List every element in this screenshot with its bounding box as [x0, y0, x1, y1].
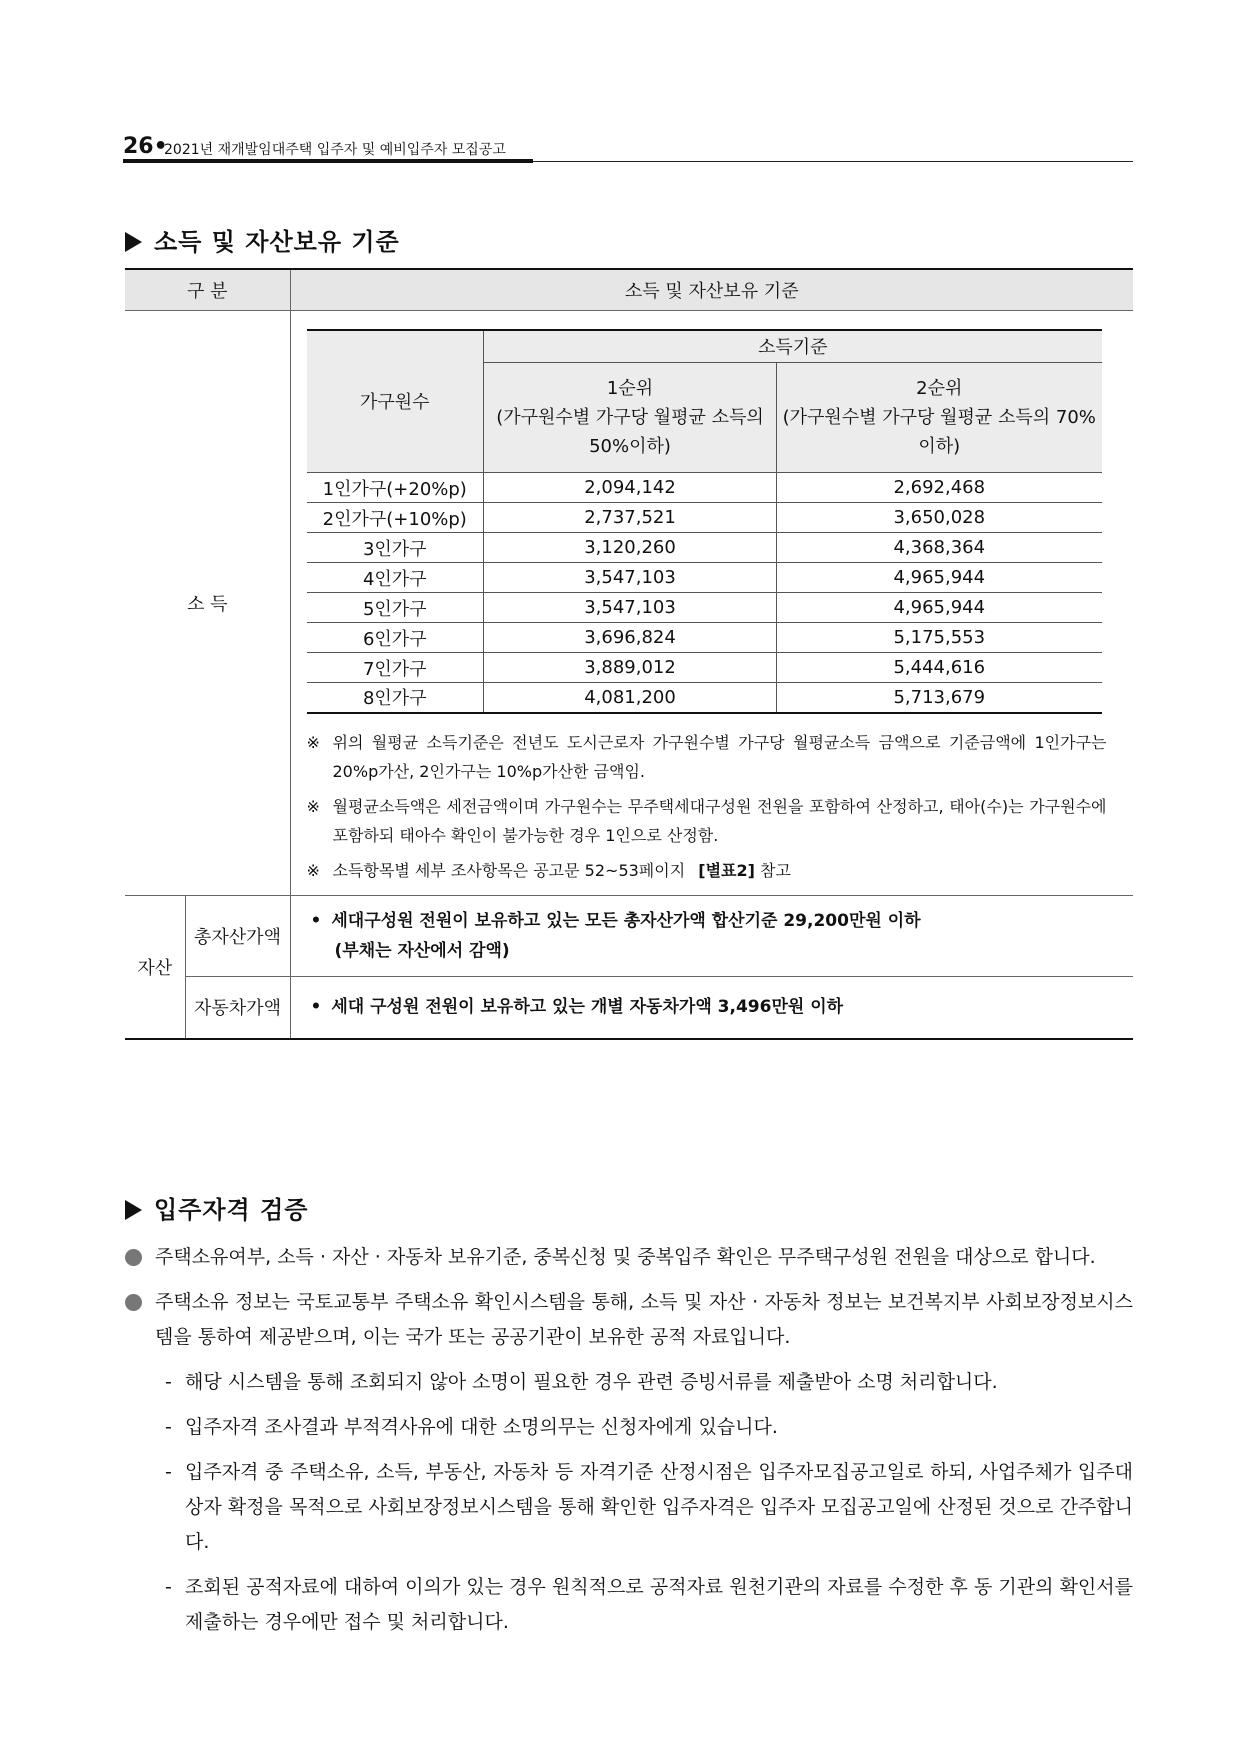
cell-household: 4인가구 — [307, 563, 484, 593]
cell-rank2: 4,368,364 — [777, 533, 1102, 563]
cell-household: 3인가구 — [307, 533, 484, 563]
note-item: ※ 소득항목별 세부 조사항목은 공고문 52~53페이지 [별표2] 참고 — [306, 860, 791, 880]
total-asset-label: 총자산가액 — [185, 895, 290, 976]
cell-rank2: 3,650,028 — [777, 503, 1102, 533]
cell-rank1: 3,889,012 — [484, 653, 777, 683]
income-content — [290, 310, 1133, 895]
col-rank2: 2순위 (가구원수별 가구당 월평균 소득의 70%이하) — [777, 363, 1102, 473]
cell-rank2: 5,444,616 — [777, 653, 1102, 683]
sub-list-item: - 해당 시스템을 통해 조회되지 않아 소명이 필요한 경우 관련 증빙서류를 제출받아 소명 처리합니다. — [165, 1371, 998, 1393]
cell-rank1: 3,547,103 — [484, 563, 777, 593]
income-notes — [307, 728, 1107, 885]
cell-rank2: 2,692,468 — [777, 473, 1102, 503]
triangle-bullet-icon — [125, 232, 142, 252]
income-label: 소 득 — [125, 310, 290, 895]
asset-label: 자산 — [125, 895, 185, 1039]
document-title: 2021년 재개발임대주택 입주자 및 예비입주자 모집공고 — [164, 142, 506, 158]
cell-rank1: 3,120,260 — [484, 533, 777, 563]
cell-rank1: 3,547,103 — [484, 593, 777, 623]
verification-content — [125, 1240, 1133, 1650]
page-number: 26• — [123, 134, 168, 159]
page-header — [123, 134, 1133, 164]
header-rule-thick — [123, 159, 533, 163]
header-criteria: 소득 및 자산보유 기준 — [290, 269, 1133, 310]
cell-household: 6인가구 — [307, 623, 484, 653]
income-row — [125, 310, 1133, 895]
cell-rank2: 4,965,944 — [777, 563, 1102, 593]
header-category: 구 분 — [125, 269, 290, 310]
note-item: ※ 월평균소득액은 세전금액이며 가구원수는 무주택세대구성원 전원을 포함하여 산정하고, 태아(수)는 가구원수에 포함하되 태아수 확인이 불가능한 경우 1인으로 산정함. — [306, 796, 1107, 845]
income-asset-table — [125, 268, 1133, 1040]
table-row — [307, 473, 1102, 503]
section-title-verification: 입주자격 검증 — [125, 1190, 308, 1225]
cell-household: 2인가구(+10%p) — [307, 503, 484, 533]
car-asset-row — [125, 976, 1133, 1039]
note-item: ※ 위의 월평균 소득기준은 전년도 도시근로자 가구원수별 가구당 월평균소득 금액으로 기준금액에 1인가구는 20%p가산, 2인가구는 10%p가산한 금액임. — [306, 732, 1107, 781]
cell-rank2: 5,713,679 — [777, 683, 1102, 713]
col-rank1: 1순위 (가구원수별 가구당 월평균 소득의 50%이하) — [484, 363, 777, 473]
table-row — [307, 563, 1102, 593]
sub-list-item: - 조회된 공적자료에 대하여 이의가 있는 경우 원칙적으로 공적자료 원천기관의 자료를 수정한 후 동 기관의 확인서를 제출하는 경우에만 접수 및 처리합니다. — [165, 1576, 1133, 1633]
cell-household: 1인가구(+20%p) — [307, 473, 484, 503]
table-row — [307, 623, 1102, 653]
income-criteria-table — [307, 329, 1102, 714]
table-row — [307, 653, 1102, 683]
circle-bullet-icon — [125, 1249, 142, 1266]
cell-rank1: 4,081,200 — [484, 683, 777, 713]
cell-rank2: 5,175,553 — [777, 623, 1102, 653]
triangle-bullet-icon — [125, 1200, 142, 1220]
col-income-criteria: 소득기준 — [484, 330, 1102, 363]
table-row — [307, 593, 1102, 623]
cell-rank2: 4,965,944 — [777, 593, 1102, 623]
sub-list-item: - 입주자격 조사결과 부적격사유에 대한 소명의무는 신청자에게 있습니다. — [165, 1416, 778, 1438]
car-value-label: 자동차가액 — [185, 976, 290, 1039]
list-item: 주택소유 정보는 국토교통부 주택소유 확인시스템을 통해, 소득 및 자산 · 자동차 정보는 보건복지부 사회보장정보시스템을 통하여 제공받으며, 이는 국가 또는 공공기관이 보유한 공적 자료입니다. — [125, 1285, 1133, 1355]
sub-list-item: - 입주자격 중 주택소유, 소득, 부동산, 자동차 등 자격기준 산정시점은 입주자모집공고일로 하되, 사업주체가 입주대상자 확정을 목적으로 사회보장정보시스템을 통해 확인한 입주자격은 입주자 모집공고일에 산정된 것으로 간주합니다. — [165, 1461, 1133, 1553]
cell-rank1: 2,094,142 — [484, 473, 777, 503]
col-household-count: 가구원수 — [307, 330, 484, 473]
circle-bullet-icon — [125, 1294, 142, 1311]
table-row — [307, 683, 1102, 713]
cell-household: 7인가구 — [307, 653, 484, 683]
table-row — [307, 503, 1102, 533]
total-asset-criteria: • 세대구성원 전원이 보유하고 있는 모든 총자산가액 합산기준 29,200만원 이하 (부채는 자산에서 감액) — [290, 895, 1133, 976]
list-item: 주택소유여부, 소득 · 자산 · 자동차 보유기준, 중복신청 및 중복입주 확인은 무주택구성원 전원을 대상으로 합니다. — [125, 1240, 1133, 1275]
section-title-income-assets: 소득 및 자산보유 기준 — [125, 222, 400, 257]
table-row — [307, 533, 1102, 563]
cell-rank1: 2,737,521 — [484, 503, 777, 533]
cell-rank1: 3,696,824 — [484, 623, 777, 653]
cell-household: 8인가구 — [307, 683, 484, 713]
total-asset-row — [125, 895, 1133, 976]
table-header-row — [125, 269, 1133, 310]
cell-household: 5인가구 — [307, 593, 484, 623]
car-value-criteria: • 세대 구성원 전원이 보유하고 있는 개별 자동차가액 3,496만원 이하 — [290, 976, 1133, 1039]
